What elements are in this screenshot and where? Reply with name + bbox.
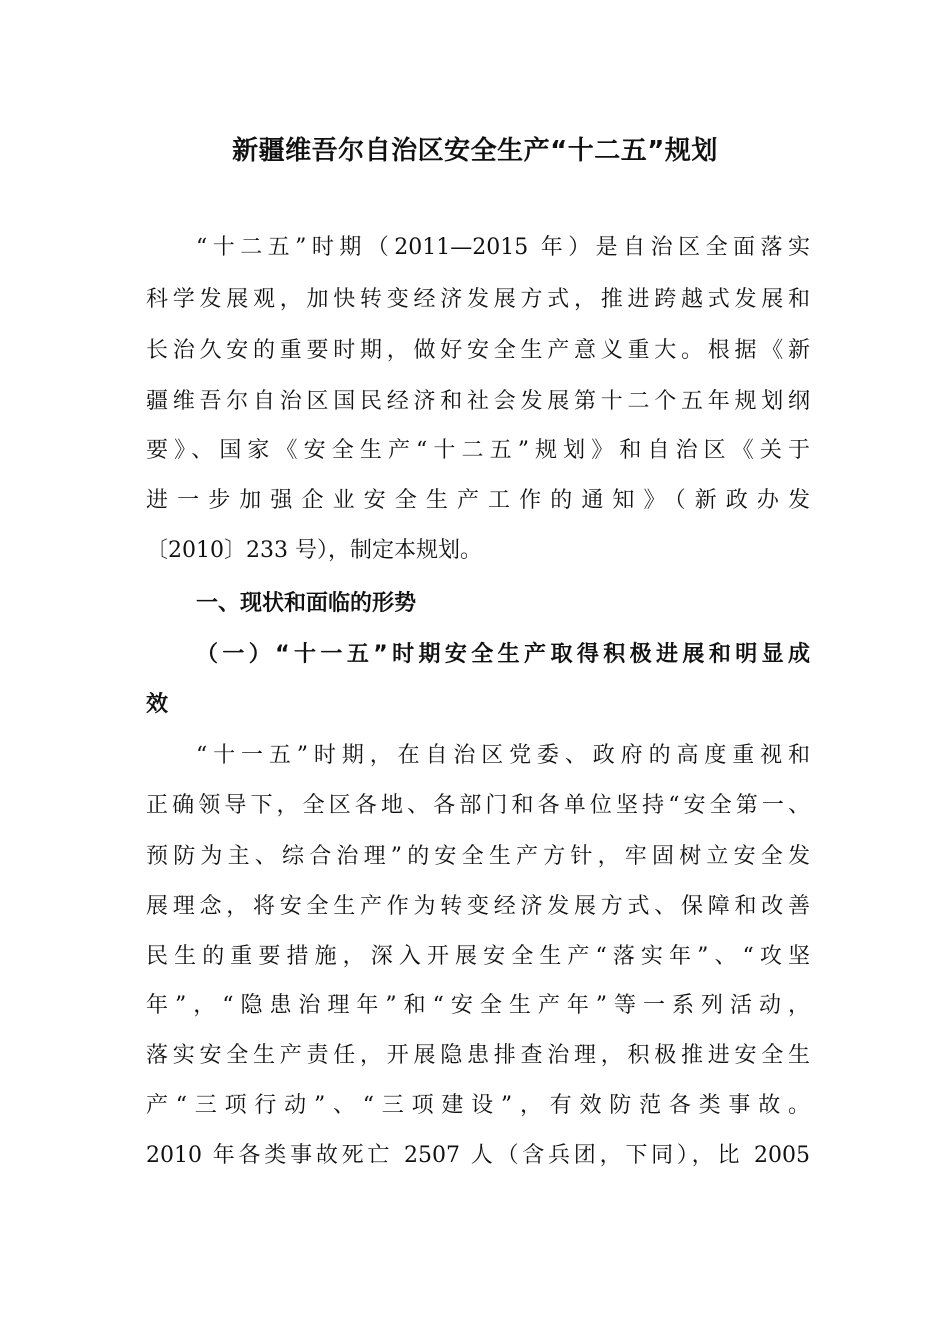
body-line: 预防为主、综合治理”的安全生产方针，牢固树立安全发 [146,844,810,869]
document-title: 新疆维吾尔自治区安全生产“十二五”规划 [232,136,718,166]
body-line: 2010 年各类事故死亡 2507 人（含兵团，下同），比 2005 [146,1143,810,1168]
subsection-heading: （一）“十一五”时期安全生产取得积极进展和明显成 [196,642,810,667]
intro-line: 疆维吾尔自治区国民经济和社会发展第十二个五年规划纲 [146,389,810,414]
body-line: 产“三项行动”、“三项建设”，有效防范各类事故。 [146,1093,810,1118]
body-line: 年”，“隐患治理年”和“安全生产年”等一系列活动， [146,993,810,1018]
body-line: 展理念，将安全生产作为转变经济发展方式、保障和改善 [146,894,810,919]
intro-line: 〔2010〕233 号），制定本规划。 [146,538,482,563]
body-line: 民生的重要措施，深入开展安全生产“落实年”、“攻坚 [146,944,810,969]
body-line: “十一五”时期，在自治区党委、政府的高度重视和 [196,743,810,768]
intro-line: 科学发展观，加快转变经济发展方式，推进跨越式发展和 [146,287,810,312]
intro-line: 长治久安的重要时期，做好安全生产意义重大。根据《新 [146,338,810,363]
body-line: 正确领导下，全区各地、各部门和各单位坚持“安全第一、 [146,793,810,818]
body-line: 落实安全生产责任，开展隐患排查治理，积极推进安全生 [146,1043,810,1068]
intro-line: “十二五”时期（2011—2015 年）是自治区全面落实 [196,235,810,260]
intro-line: 要》、国家《安全生产“十二五”规划》和自治区《关于 [146,438,810,463]
intro-line: 进一步加强企业安全生产工作的通知》（新政办发 [146,488,810,513]
subsection-heading: 效 [146,692,169,717]
section-heading: 一、现状和面临的形势 [196,591,417,616]
